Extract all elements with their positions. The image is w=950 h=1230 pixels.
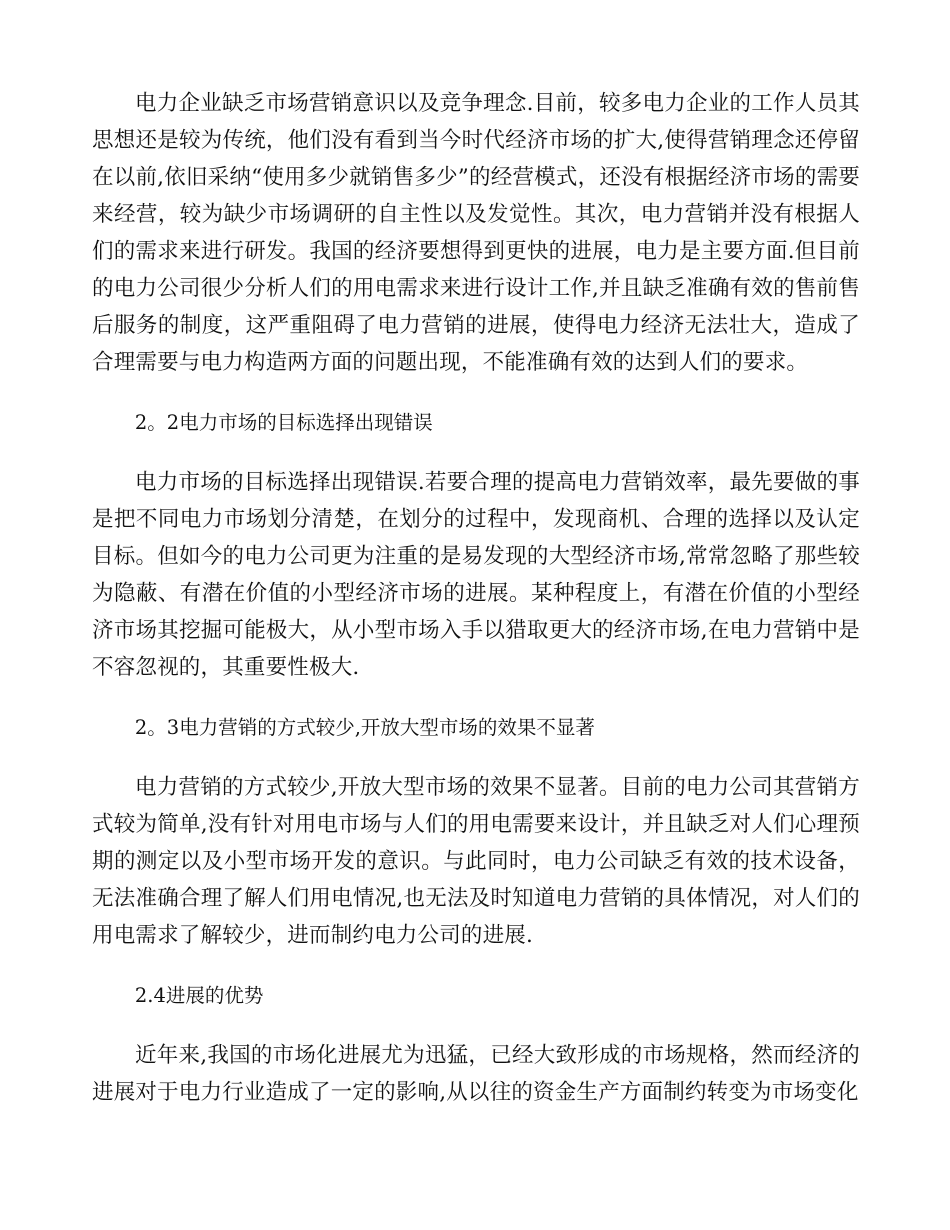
paragraph-target-selection: 电力市场的目标选择出现错误.若要合理的提高电力营销效率，最先要做的事是把不同电力市场划分清楚，在划分的过程中，发现商机、合理的选择以及认定目标。但如今的电力公司更为注重的是易发现的大型经济市场,常常忽略了那些较为隐蔽、有潜在价值的小型经济市场的进展。某种程度上，有潜在价值的小型经济市场其挖掘可能极大，从小型市场入手以猎取更大的经济市场,在电力营销中是不容忽视的，其重要性极大.	[92, 470, 860, 680]
paragraph-development-advantage: 近年来,我国的市场化进展尤为迅猛，已经大致形成的市场规格，然而经济的进展对于电力行业造成了一定的影响,从以往的资金生产方面制约转变为市场变化	[92, 1043, 860, 1105]
section-heading-2-3: 2。3电力营销的方式较少,开放大型市场的效果不显著	[134, 716, 595, 739]
paragraph-marketing-methods: 电力营销的方式较少,开放大型市场的效果不显著。目前的电力公司其营销方式较为简单,没有针对用电市场与人们的用电需要来设计，并且缺乏对人们心理预期的测定以及小型市场开发的意识。与此同时，电力公司缺乏有效的技术设备，无法准确合理了解人们用电情况,也无法及时知道电力营销的具体情况，对人们的用电需求了解较少，进而制约电力公司的进展.	[92, 775, 860, 948]
document-body	[92, 85, 860, 1134]
section-heading-2-4: 2.4进展的优势	[134, 984, 264, 1007]
section-heading-2-2: 2。2电力市场的目标选择出现错误	[134, 411, 433, 434]
paragraph-market-awareness: 电力企业缺乏市场营销意识以及竞争理念.目前，较多电力企业的工作人员其思想还是较为传统，他们没有看到当今时代经济市场的扩大,使得营销理念还停留在以前,依旧采纳“使用多少就销售多少”的经营模式，还没有根据经济市场的需要来经营，较为缺少市场调研的自主性以及发觉性。其次，电力营销并没有根据人们的需求来进行研发。我国的经济要想得到更快的进展，电力是主要方面.但目前的电力公司很少分析人们的用电需求来进行设计工作,并且缺乏准确有效的售前售后服务的制度，这严重阻碍了电力营销的进展，使得电力经济无法壮大，造成了合理需要与电力构造两方面的问题出现，不能准确有效的达到人们的要求。	[92, 91, 860, 375]
